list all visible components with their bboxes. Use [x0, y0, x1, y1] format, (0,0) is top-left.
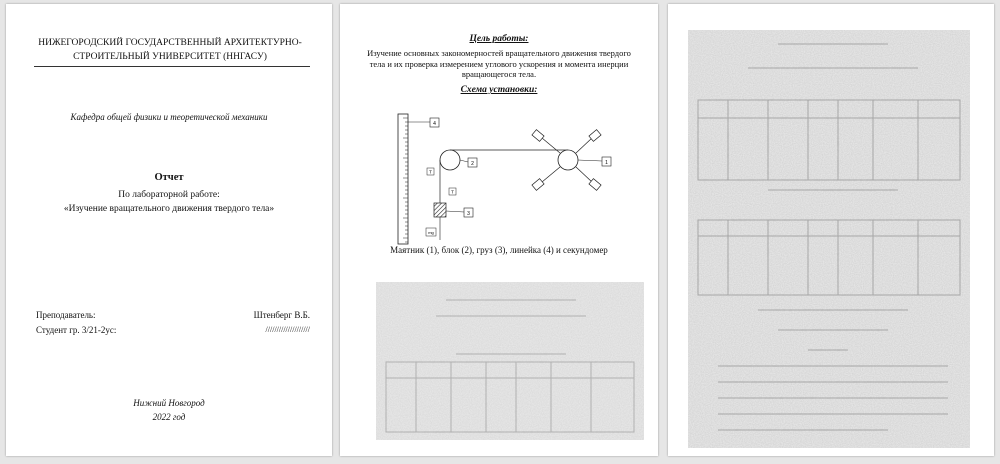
gravity-label: mg: [428, 230, 434, 235]
results-page: [668, 4, 994, 456]
university-name: НИЖЕГОРОДСКИЙ ГОСУДАРСТВЕННЫЙ АРХИТЕКТУРНО-СТРОИТЕЛЬНЫЙ УНИВЕРСИТЕТ (ННГАСУ): [38, 38, 302, 62]
scheme-heading: Схема установки:: [460, 85, 538, 95]
title-divider: [34, 66, 310, 67]
report-title: Отчет: [154, 172, 184, 183]
blurred-results: [688, 30, 970, 448]
goal-page: [340, 4, 658, 456]
report-topic: «Изучение вращательного движения твердого тела»: [63, 204, 275, 214]
tension-label-1: T: [429, 169, 432, 175]
city: Нижний Новгород: [133, 398, 205, 408]
setup-diagram: [392, 108, 632, 250]
pulley: [440, 150, 460, 170]
report-subtitle: По лабораторной работе:: [118, 190, 220, 200]
diagram-caption: Маятник (1), блок (2), груз (3), линейка (4) и секундомер: [390, 245, 608, 255]
tension-label-2: T: [451, 189, 454, 195]
teacher-label: Преподаватель:: [36, 310, 96, 320]
pendulum-weight: [532, 179, 544, 191]
goal-heading: Цель работы:: [469, 34, 529, 44]
ruler: [398, 114, 408, 244]
pendulum-hub: [558, 150, 578, 170]
weight: [434, 203, 446, 217]
student-label: Студент гр. 3/21-2ус:: [36, 325, 117, 335]
department-name: Кафедра общей физики и теоретической механики: [70, 112, 268, 122]
label-1: 1: [605, 160, 608, 166]
label-3: 3: [467, 211, 470, 217]
blurred-formulas-table: [376, 282, 644, 440]
title-page: [6, 4, 332, 456]
goal-text: Изучение основных закономерностей вращательного движения твердого тела и их проверка измерением углового ускорения и момента инерции вращающегося тела.: [367, 48, 631, 79]
student-name: ////////////////////: [265, 325, 310, 334]
pendulum-weight: [532, 130, 544, 142]
label-4: 4: [433, 121, 436, 127]
teacher-name: Штенберг В.Б.: [253, 310, 310, 320]
label-2: 2: [471, 161, 474, 167]
year: 2022 год: [152, 412, 186, 422]
